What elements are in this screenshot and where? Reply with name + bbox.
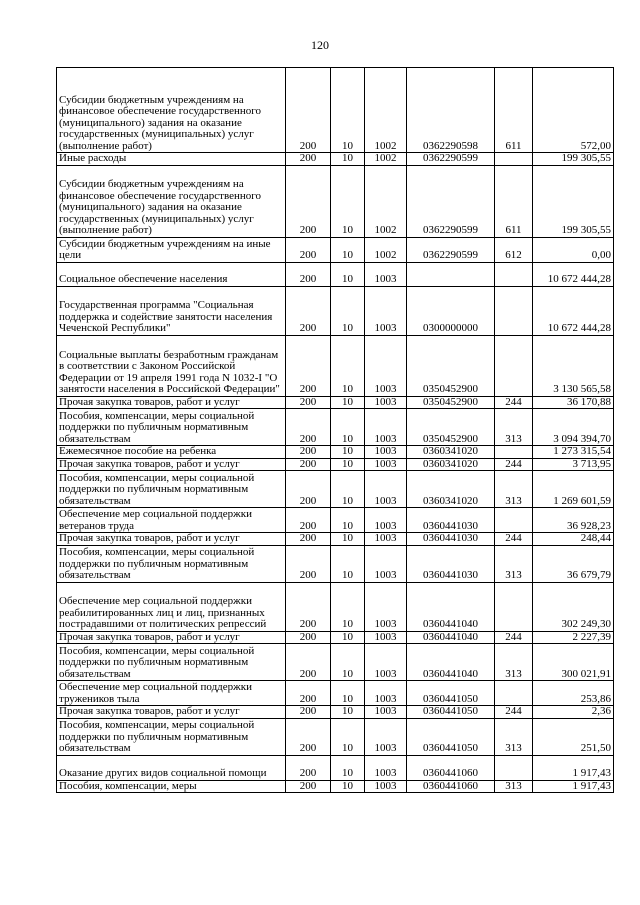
section-code: 10 xyxy=(331,237,365,262)
amount: 572,00 xyxy=(533,68,614,153)
expense-type-code: 313 xyxy=(495,718,533,755)
ministry-code: 200 xyxy=(286,409,331,446)
row-name: Пособия, компенсации, меры социальной поддержки по публичным нормативным обязательствам xyxy=(57,718,286,755)
expense-type-code: 612 xyxy=(495,237,533,262)
subsection-code: 1003 xyxy=(365,681,407,706)
amount: 1 273 315,54 xyxy=(533,446,614,459)
table-row xyxy=(57,396,614,409)
expense-type-code: 313 xyxy=(495,780,533,793)
subsection-code: 1003 xyxy=(365,471,407,508)
amount: 2 227,39 xyxy=(533,631,614,644)
row-name: Субсидии бюджетным учреждениям на иные цели xyxy=(57,237,286,262)
expense-type-code: 244 xyxy=(495,458,533,471)
section-code: 10 xyxy=(331,471,365,508)
section-code: 10 xyxy=(331,780,365,793)
amount: 36 928,23 xyxy=(533,508,614,533)
expense-type-code: 244 xyxy=(495,631,533,644)
subsection-code: 1002 xyxy=(365,237,407,262)
target-code: 0350452900 xyxy=(407,335,495,396)
ministry-code: 200 xyxy=(286,471,331,508)
amount: 10 672 444,28 xyxy=(533,262,614,286)
ministry-code: 200 xyxy=(286,718,331,755)
table-row xyxy=(57,237,614,262)
row-name: Ежемесячное пособие на ребенка xyxy=(57,446,286,459)
subsection-code: 1003 xyxy=(365,718,407,755)
target-code: 0350452900 xyxy=(407,396,495,409)
table-row xyxy=(57,286,614,335)
ministry-code: 200 xyxy=(286,706,331,719)
table-row xyxy=(57,582,614,631)
target-code xyxy=(407,262,495,286)
amount: 1 269 601,59 xyxy=(533,471,614,508)
target-code: 0360341020 xyxy=(407,471,495,508)
subsection-code: 1002 xyxy=(365,153,407,166)
subsection-code: 1003 xyxy=(365,545,407,582)
amount: 199 305,55 xyxy=(533,153,614,166)
ministry-code: 200 xyxy=(286,458,331,471)
row-name: Обеспечение мер социальной поддержки реабилитированных лиц и лиц, признанных пострадавшими от политических репрессий xyxy=(57,582,286,631)
amount: 248,44 xyxy=(533,533,614,546)
amount: 302 249,30 xyxy=(533,582,614,631)
row-name: Пособия, компенсации, меры социальной поддержки по публичным нормативным обязательствам xyxy=(57,644,286,681)
section-code: 10 xyxy=(331,545,365,582)
section-code: 10 xyxy=(331,508,365,533)
subsection-code: 1003 xyxy=(365,335,407,396)
section-code: 10 xyxy=(331,533,365,546)
row-name: Субсидии бюджетным учреждениям на финансовое обеспечение государственного (муниципального) задания на оказание государственных (муниципальных) услуг (выполнение работ) xyxy=(57,165,286,237)
ministry-code: 200 xyxy=(286,262,331,286)
row-name: Социальные выплаты безработным гражданам в соответствии с Законом Российской Федерации от 19 апреля 1991 года N 1032-I "О занятости населения в Российской Федерации" xyxy=(57,335,286,396)
page-number: 120 xyxy=(311,38,329,52)
ministry-code: 200 xyxy=(286,755,331,780)
expense-type-code: 244 xyxy=(495,396,533,409)
ministry-code: 200 xyxy=(286,286,331,335)
subsection-code: 1003 xyxy=(365,286,407,335)
expense-type-code xyxy=(495,681,533,706)
target-code: 0360441030 xyxy=(407,545,495,582)
amount: 1 917,43 xyxy=(533,755,614,780)
subsection-code: 1003 xyxy=(365,262,407,286)
section-code: 10 xyxy=(331,153,365,166)
section-code: 10 xyxy=(331,644,365,681)
ministry-code: 200 xyxy=(286,644,331,681)
ministry-code: 200 xyxy=(286,780,331,793)
row-name: Прочая закупка товаров, работ и услуг xyxy=(57,706,286,719)
subsection-code: 1003 xyxy=(365,396,407,409)
expense-type-code: 611 xyxy=(495,68,533,153)
section-code: 10 xyxy=(331,409,365,446)
amount: 2,36 xyxy=(533,706,614,719)
table-row xyxy=(57,780,614,793)
ministry-code: 200 xyxy=(286,237,331,262)
expense-type-code: 244 xyxy=(495,706,533,719)
table-row xyxy=(57,458,614,471)
table-row xyxy=(57,718,614,755)
expense-type-code xyxy=(495,446,533,459)
section-code: 10 xyxy=(331,335,365,396)
expense-type-code xyxy=(495,153,533,166)
amount: 253,86 xyxy=(533,681,614,706)
subsection-code: 1003 xyxy=(365,755,407,780)
ministry-code: 200 xyxy=(286,533,331,546)
row-name: Прочая закупка товаров, работ и услуг xyxy=(57,631,286,644)
amount: 0,00 xyxy=(533,237,614,262)
expense-type-code: 313 xyxy=(495,409,533,446)
table-row xyxy=(57,471,614,508)
subsection-code: 1003 xyxy=(365,582,407,631)
amount: 251,50 xyxy=(533,718,614,755)
target-code: 0300000000 xyxy=(407,286,495,335)
section-code: 10 xyxy=(331,631,365,644)
target-code: 0350452900 xyxy=(407,409,495,446)
budget-table xyxy=(56,67,614,793)
target-code: 0360441050 xyxy=(407,681,495,706)
expense-type-code xyxy=(495,508,533,533)
table-row xyxy=(57,644,614,681)
table-row xyxy=(57,631,614,644)
ministry-code: 200 xyxy=(286,508,331,533)
target-code: 0360441040 xyxy=(407,631,495,644)
target-code: 0360441040 xyxy=(407,582,495,631)
section-code: 10 xyxy=(331,396,365,409)
ministry-code: 200 xyxy=(286,582,331,631)
amount: 199 305,55 xyxy=(533,165,614,237)
ministry-code: 200 xyxy=(286,681,331,706)
subsection-code: 1003 xyxy=(365,458,407,471)
row-name: Обеспечение мер социальной поддержки ветеранов труда xyxy=(57,508,286,533)
section-code: 10 xyxy=(331,286,365,335)
target-code: 0360441050 xyxy=(407,706,495,719)
expense-type-code xyxy=(495,335,533,396)
row-name: Пособия, компенсации, меры социальной поддержки по публичным нормативным обязательствам xyxy=(57,471,286,508)
amount: 3 094 394,70 xyxy=(533,409,614,446)
table-row xyxy=(57,681,614,706)
ministry-code: 200 xyxy=(286,335,331,396)
target-code: 0362290599 xyxy=(407,165,495,237)
amount: 36 170,88 xyxy=(533,396,614,409)
subsection-code: 1003 xyxy=(365,631,407,644)
row-name: Субсидии бюджетным учреждениям на финансовое обеспечение государственного (муниципального) задания на оказание государственных (муниципальных) услуг (выполнение работ) xyxy=(57,68,286,153)
amount: 36 679,79 xyxy=(533,545,614,582)
ministry-code: 200 xyxy=(286,165,331,237)
row-name: Обеспечение мер социальной поддержки тружеников тыла xyxy=(57,681,286,706)
expense-type-code xyxy=(495,582,533,631)
row-name: Иные расходы xyxy=(57,153,286,166)
table-row xyxy=(57,533,614,546)
ministry-code: 200 xyxy=(286,631,331,644)
expense-type-code: 611 xyxy=(495,165,533,237)
expense-type-code xyxy=(495,262,533,286)
subsection-code: 1002 xyxy=(365,165,407,237)
expense-type-code: 313 xyxy=(495,644,533,681)
table-row xyxy=(57,446,614,459)
ministry-code: 200 xyxy=(286,396,331,409)
target-code: 0360341020 xyxy=(407,446,495,459)
ministry-code: 200 xyxy=(286,446,331,459)
section-code: 10 xyxy=(331,446,365,459)
row-name: Прочая закупка товаров, работ и услуг xyxy=(57,396,286,409)
subsection-code: 1003 xyxy=(365,409,407,446)
row-name: Государственная программа "Социальная поддержка и содействие занятости населения Чеченской Республики" xyxy=(57,286,286,335)
amount: 3 130 565,58 xyxy=(533,335,614,396)
table-row xyxy=(57,409,614,446)
ministry-code: 200 xyxy=(286,545,331,582)
ministry-code: 200 xyxy=(286,68,331,153)
target-code: 0362290599 xyxy=(407,237,495,262)
table-row xyxy=(57,706,614,719)
target-code: 0360341020 xyxy=(407,458,495,471)
table-row xyxy=(57,755,614,780)
target-code: 0360441050 xyxy=(407,718,495,755)
subsection-code: 1002 xyxy=(365,68,407,153)
row-name: Прочая закупка товаров, работ и услуг xyxy=(57,533,286,546)
section-code: 10 xyxy=(331,68,365,153)
section-code: 10 xyxy=(331,262,365,286)
table-row xyxy=(57,545,614,582)
section-code: 10 xyxy=(331,718,365,755)
amount: 1 917,43 xyxy=(533,780,614,793)
subsection-code: 1003 xyxy=(365,780,407,793)
target-code: 0360441060 xyxy=(407,780,495,793)
expense-type-code xyxy=(495,755,533,780)
target-code: 0362290598 xyxy=(407,68,495,153)
row-name: Оказание других видов социальной помощи xyxy=(57,755,286,780)
target-code: 0360441040 xyxy=(407,644,495,681)
subsection-code: 1003 xyxy=(365,533,407,546)
subsection-code: 1003 xyxy=(365,508,407,533)
amount: 3 713,95 xyxy=(533,458,614,471)
row-name: Пособия, компенсации, меры социальной поддержки по публичным нормативным обязательствам xyxy=(57,409,286,446)
target-code: 0362290599 xyxy=(407,153,495,166)
expense-type-code: 244 xyxy=(495,533,533,546)
section-code: 10 xyxy=(331,458,365,471)
expense-type-code: 313 xyxy=(495,545,533,582)
table-row xyxy=(57,68,614,153)
subsection-code: 1003 xyxy=(365,706,407,719)
amount: 300 021,91 xyxy=(533,644,614,681)
expense-type-code: 313 xyxy=(495,471,533,508)
target-code: 0360441030 xyxy=(407,508,495,533)
target-code: 0360441030 xyxy=(407,533,495,546)
subsection-code: 1003 xyxy=(365,446,407,459)
table-row xyxy=(57,262,614,286)
row-name: Пособия, компенсации, меры социальной поддержки по публичным нормативным обязательствам xyxy=(57,545,286,582)
table-row xyxy=(57,335,614,396)
section-code: 10 xyxy=(331,582,365,631)
amount: 10 672 444,28 xyxy=(533,286,614,335)
section-code: 10 xyxy=(331,165,365,237)
target-code: 0360441060 xyxy=(407,755,495,780)
table-row xyxy=(57,508,614,533)
table-row xyxy=(57,153,614,166)
row-name: Социальное обеспечение населения xyxy=(57,262,286,286)
section-code: 10 xyxy=(331,681,365,706)
row-name: Прочая закупка товаров, работ и услуг xyxy=(57,458,286,471)
row-name: Пособия, компенсации, меры xyxy=(57,780,286,793)
table-row xyxy=(57,165,614,237)
subsection-code: 1003 xyxy=(365,644,407,681)
ministry-code: 200 xyxy=(286,153,331,166)
section-code: 10 xyxy=(331,706,365,719)
expense-type-code xyxy=(495,286,533,335)
section-code: 10 xyxy=(331,755,365,780)
